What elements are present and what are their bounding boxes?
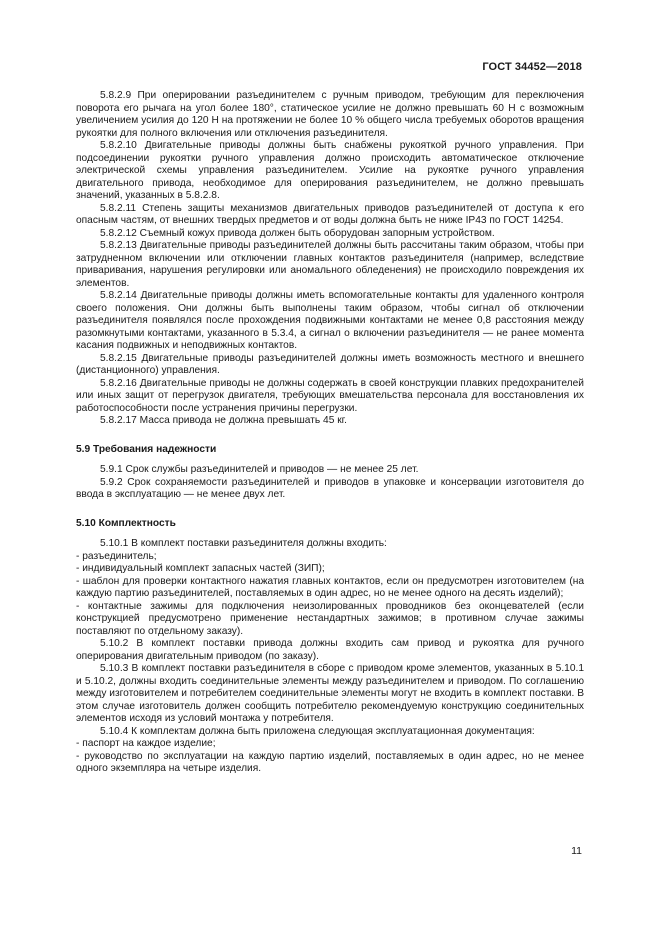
list-item: - руководство по эксплуатации на каждую партию изделий, поставляемых в один адрес, но не менее одного экземпляра на четыре изделия. <box>76 750 584 774</box>
clause-5-10-1: 5.10.1 В комплект поставки разъединителя должны входить: <box>100 538 387 549</box>
clause-5-10-2: 5.10.2 В комплект поставки привода должны входить сам привод и рукоятка для ручного оперирования двигательным приводом (по заказу). <box>76 638 584 662</box>
clause-5-8-2-15: 5.8.2.15 Двигательные приводы разъединителей должны иметь возможность местного и внешнего (дистанционного) управления. <box>76 352 584 376</box>
list-item: - контактные зажимы для подключения неизолированных проводников без оконцевателей (если конструкцией предусмотрено применение нестандартных зажимов; в противном случае зажимы поставляют по отдельному заказу). <box>76 600 584 637</box>
clause-5-8-2-10: 5.8.2.10 Двигательные приводы должны быть снабжены рукояткой ручного управления. При подсоединении рукоятки ручного управления должно происходить автоматическое отключение электрической схемы управления разъединителем. Усилие на рукоятке ручного управления двигательного привода, необходимое для оперирования разъединителем, не должно превышать значений, указанных в 5.8.2.8. <box>76 140 584 201</box>
clause-5-9-1: 5.9.1 Срок службы разъединителей и приводов — не менее 25 лет. <box>100 464 419 475</box>
clause-5-8-2-14: 5.8.2.14 Двигательные приводы должны иметь вспомогательные контакты для удаленного контроля своего положения. Они должны быть выполнены таким образом, чтобы сигнал об отключении разъединителя появлялся после прохождения подвижными контактами не менее 0,8 расстояния между разомкнутыми контактами, указанного в 5.3.4, а сигнал о включении разъединителя — не ранее момента касания подвижных и неподвижных контактов. <box>76 290 584 351</box>
page-number: 11 <box>571 845 582 857</box>
section-title-reliability: 5.9 Требования надежности <box>76 443 217 455</box>
list-item: - паспорт на каждое изделие; <box>76 738 216 749</box>
clause-5-8-2-16: 5.8.2.16 Двигательные приводы не должны содержать в своей конструкции плавких предохранителей или иных защит от перегрузок двигателя, требующих вмешательства персонала для восстановления их работоспособности после устранения причины перегрузки. <box>76 377 584 414</box>
document-body <box>76 90 584 776</box>
section-title-completeness: 5.10 Комплектность <box>76 517 176 529</box>
clause-5-10-4: 5.10.4 К комплектам должна быть приложена следующая эксплуатационная документация: <box>100 725 535 737</box>
clause-5-8-2-9: 5.8.2.9 При оперировании разъединителем с ручным приводом, требующим для переключения поворота его рычага на угол более 180°, статическое усилие не должно превышать 60 Н с возможным увеличением усилия до 120 Н на протяжении не более 10 % общего числа требуемых оборотов вращения рукоятки для полного включения или отключения разъединителя. <box>76 90 584 139</box>
clause-5-8-2-12: 5.8.2.12 Съемный кожух привода должен быть оборудован запорным устройством. <box>100 227 495 239</box>
list-item: - индивидуальный комплект запасных частей (ЗИП); <box>76 563 325 574</box>
clause-5-8-2-17: 5.8.2.17 Масса привода не должна превышать 45 кг. <box>100 415 347 426</box>
standard-header: ГОСТ 34452—2018 <box>482 61 582 73</box>
list-item: - шаблон для проверки контактного нажатия главных контактов, если он предусмотрен изготовителем (на каждую партию разъединителей, поставляемых в один адрес, но не менее одного на десять изделий); <box>76 575 584 599</box>
clause-5-8-2-13: 5.8.2.13 Двигательные приводы разъединителей должны быть рассчитаны таким образом, чтобы при затрудненном включении или отключении главных контактов разъединителя (например, вследствие приваривания, нарушения регулировки или аномального обледенения) не происходило повреждения их элементов. <box>76 240 584 289</box>
clause-5-9-2: 5.9.2 Срок сохраняемости разъединителей и приводов в упаковке и консервации изготовителя до ввода в эксплуатацию — не менее двух лет. <box>76 476 584 500</box>
clause-5-8-2-11: 5.8.2.11 Степень защиты механизмов двигательных приводов разъединителей от доступа к его опасным частям, от внешних твердых предметов и от воды должна быть не ниже IP43 по ГОСТ 14254. <box>76 202 584 226</box>
list-item: - разъединитель; <box>76 550 157 562</box>
clause-5-10-3: 5.10.3 В комплект поставки разъединителя в сборе с приводом кроме элементов, указанных в 5.10.1 и 5.10.2, должны входить соединительные элементы между разъединителем и приводом. По соглашению между изготовителем и потребителем соединительные элементы могут не входить в комплект поставки. В этом случае изготовитель должен сообщить потребителю рекомендуемую конструкцию соединительных элементов исходя из условий монтажа у потребителя. <box>76 663 584 724</box>
